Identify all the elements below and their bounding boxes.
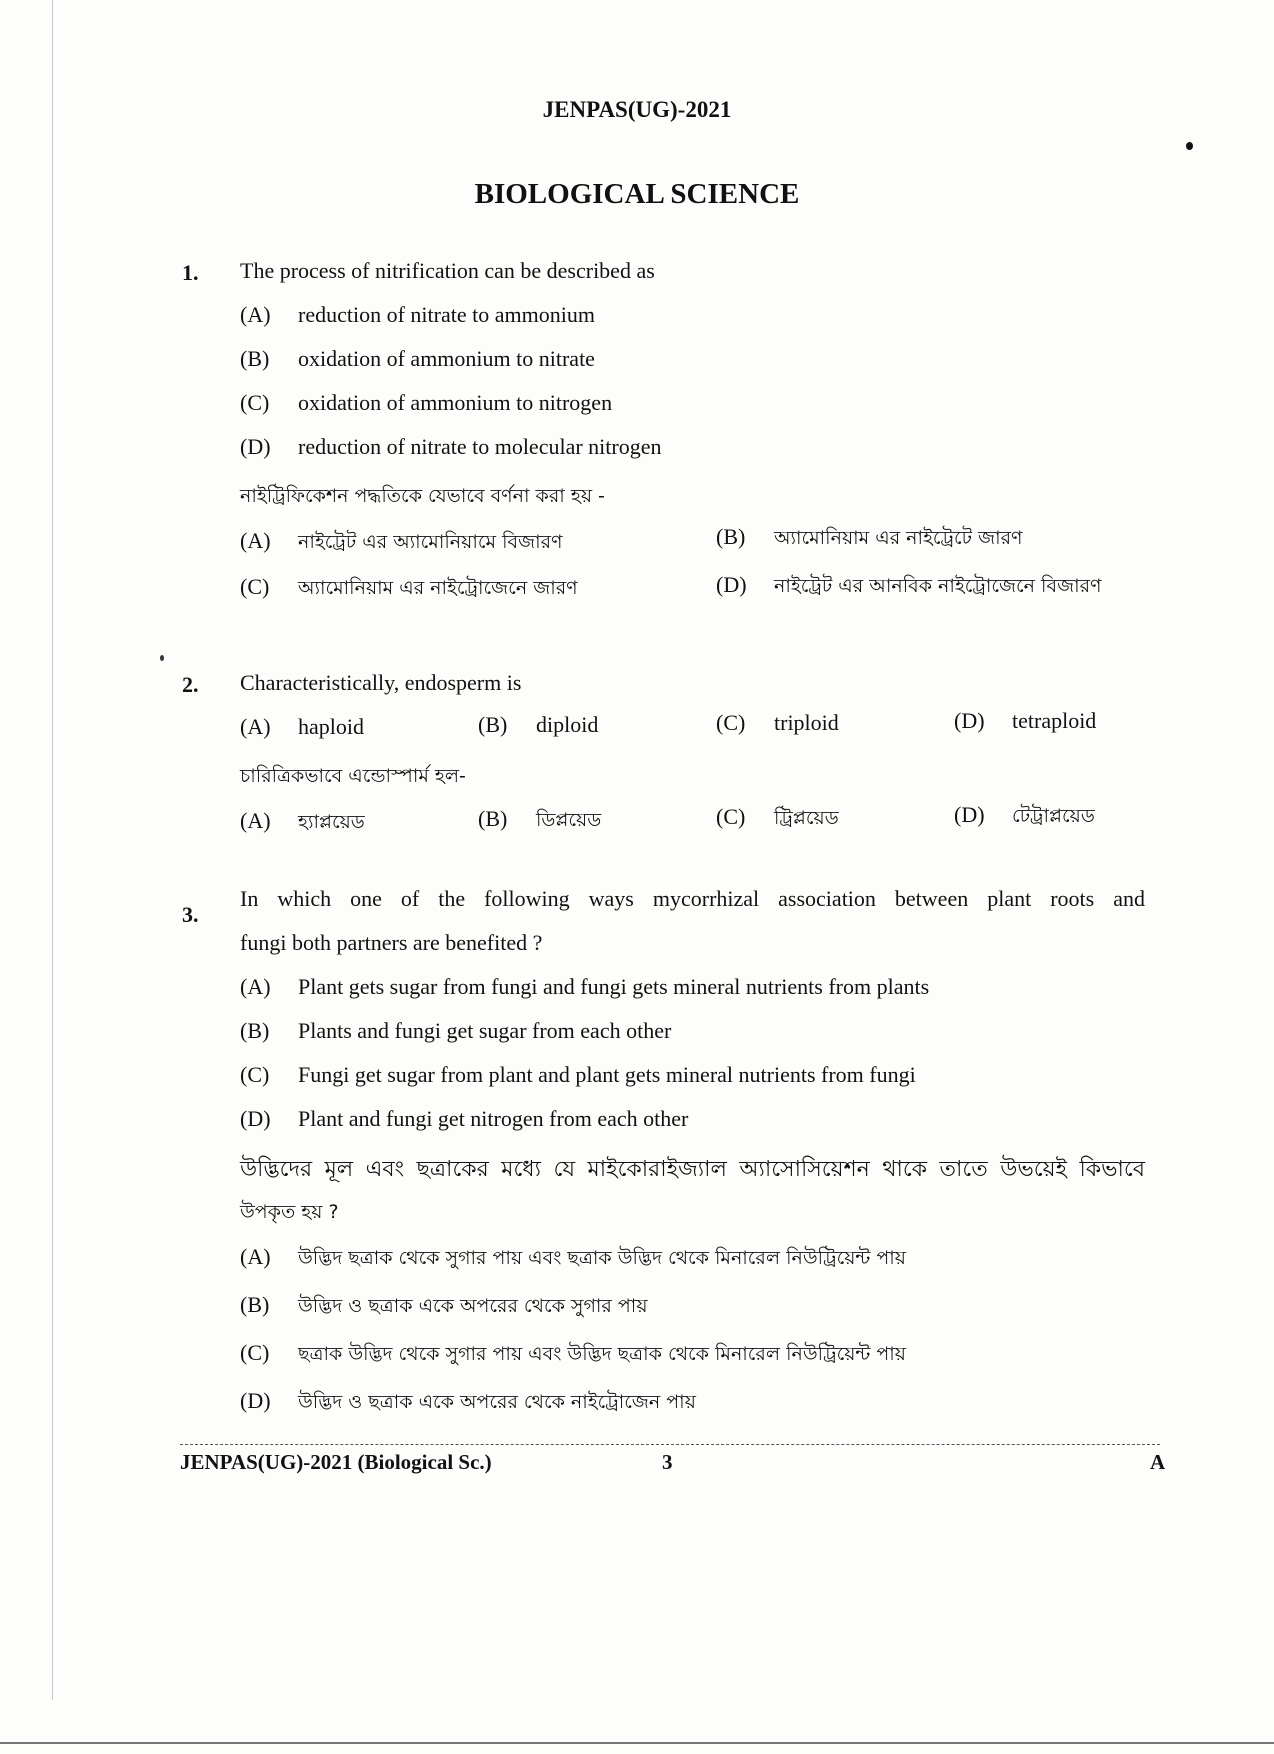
option-label: (D) [240, 434, 271, 459]
page-number: 3 [662, 1450, 673, 1474]
option-text: উদ্ভিদ ও ছত্রাক একে অপরের থেকে নাইট্রোজেন পায় [298, 1391, 696, 1413]
bengali-option-b [716, 524, 1023, 556]
option-label: (C) [716, 710, 746, 735]
bengali-option-c [240, 1340, 906, 1372]
option-label: (A) [240, 1244, 271, 1269]
option-label: (B) [240, 1018, 270, 1043]
option-text: উদ্ভিদ ও ছত্রাক একে অপরের থেকে সুগার পায় [298, 1295, 648, 1317]
option-a [240, 302, 595, 328]
option-label: (C) [240, 1340, 270, 1365]
option-c [716, 710, 839, 736]
bengali-option-d [716, 572, 1102, 604]
option-b [478, 712, 598, 738]
question-text-bengali-continued: উপকৃত হয় ? [240, 1201, 339, 1223]
bengali-option-d [954, 802, 1095, 834]
question-text-bengali: নাইট্রিফিকেশন পদ্ধতিকে যেভাবে বর্ণনা করা হয় - [240, 485, 605, 507]
option-text: উদ্ভিদ ছত্রাক থেকে সুগার পায় এবং ছত্রাক উদ্ভিদ থেকে মিনারেল নিউট্রিয়েন্ট পায় [298, 1247, 906, 1269]
bengali-option-c [240, 574, 578, 606]
option-a [240, 714, 364, 740]
scan-margin-line [52, 0, 53, 1700]
option-text: Fungi get sugar from plant and plant gets mineral nutrients from fungi [298, 1062, 916, 1087]
question-text-bengali: উদ্ভিদের মূল এবং ছত্রাকের মধ্যে যে মাইকোরাইজ্যাল অ্যাসোসিয়েশন থাকে তাতে উভয়েই কিভাবে [240, 1157, 1145, 1182]
footer-exam-label: JENPAS(UG)-2021 (Biological Sc.) [180, 1450, 492, 1474]
option-label: (B) [716, 524, 746, 549]
bengali-option-a [240, 808, 365, 840]
option-c [240, 390, 612, 416]
option-text: haploid [298, 714, 364, 739]
option-d [240, 1106, 688, 1132]
option-label: (B) [478, 712, 508, 737]
option-text: oxidation of ammonium to nitrate [298, 346, 595, 371]
exam-header: JENPAS(UG)-2021 [542, 97, 732, 122]
option-d [240, 434, 661, 460]
option-text: অ্যামোনিয়াম এর নাইট্রেটে জারণ [774, 527, 1023, 549]
question-text: The process of nitrification can be described as [240, 258, 655, 283]
option-text: Plants and fungi get sugar from each other [298, 1018, 672, 1043]
option-label: (C) [240, 574, 270, 599]
option-label: (B) [478, 806, 508, 831]
option-text: ট্রিপ্লয়েড [774, 807, 839, 829]
bengali-option-d [240, 1388, 696, 1420]
option-label: (B) [240, 346, 270, 371]
bengali-option-a [240, 1244, 906, 1276]
option-label: (C) [240, 1062, 270, 1087]
bengali-option-b [240, 1292, 648, 1324]
option-label: (A) [240, 714, 271, 739]
question-text-continued: fungi both partners are benefited ? [240, 930, 543, 955]
option-b [240, 346, 595, 372]
question-text: In which one of the following ways mycorrhizal association between plant roots and [240, 886, 1145, 911]
option-b [240, 1018, 671, 1044]
option-text: ডিপ্লয়েড [536, 809, 602, 831]
option-text: diploid [536, 712, 599, 737]
option-text: নাইট্রেট এর অ্যামোনিয়ামে বিজারণ [298, 531, 563, 553]
bengali-option-c [716, 804, 839, 836]
page-title: BIOLOGICAL SCIENCE [474, 178, 800, 210]
option-c [240, 1062, 916, 1088]
option-text: টেট্রাপ্লয়েড [1012, 805, 1095, 827]
bengali-option-a [240, 528, 563, 560]
option-label: (A) [240, 808, 271, 833]
option-text: অ্যামোনিয়াম এর নাইট্রোজেনে জারণ [298, 577, 578, 599]
scan-bottom-line [0, 1742, 1274, 1744]
option-label: (D) [716, 572, 747, 597]
question-number: 3. [182, 902, 199, 927]
option-label: (C) [716, 804, 746, 829]
option-label: (D) [954, 708, 985, 733]
question-number: 1. [182, 260, 199, 285]
option-text: Plant and fungi get nitrogen from each other [298, 1106, 689, 1131]
question-number: 2. [182, 672, 199, 697]
option-label: (D) [240, 1388, 271, 1413]
option-text: reduction of nitrate to molecular nitrogen [298, 434, 662, 459]
ink-dot [160, 655, 164, 661]
question-text-bengali: চারিত্রিকভাবে এন্ডোস্পার্ম হল- [240, 765, 466, 787]
option-text: reduction of nitrate to ammonium [298, 302, 595, 327]
option-text: Plant gets sugar from fungi and fungi gets mineral nutrients from plants [298, 974, 930, 999]
option-a [240, 974, 929, 1000]
option-text: হ্যাপ্লয়েড [298, 811, 365, 833]
option-label: (A) [240, 528, 271, 553]
question-text: Characteristically, endosperm is [240, 670, 522, 695]
question-set: A [1150, 1450, 1166, 1474]
option-label: (C) [240, 390, 270, 415]
option-label: (B) [240, 1292, 270, 1317]
option-label: (D) [240, 1106, 271, 1131]
option-label: (D) [954, 802, 985, 827]
footer-divider [180, 1444, 1160, 1445]
option-text: ছত্রাক উদ্ভিদ থেকে সুগার পায় এবং উদ্ভিদ ছত্রাক থেকে মিনারেল নিউট্রিয়েন্ট পায় [298, 1343, 906, 1365]
option-label: (A) [240, 974, 271, 999]
option-label: (A) [240, 302, 271, 327]
option-text: oxidation of ammonium to nitrogen [298, 390, 613, 415]
ink-dot [1186, 142, 1193, 150]
option-text: নাইট্রেট এর আনবিক নাইট্রোজেনে বিজারণ [774, 575, 1102, 597]
option-text: triploid [774, 710, 839, 735]
option-d [954, 708, 1096, 734]
option-text: tetraploid [1012, 708, 1097, 733]
bengali-option-b [478, 806, 601, 838]
